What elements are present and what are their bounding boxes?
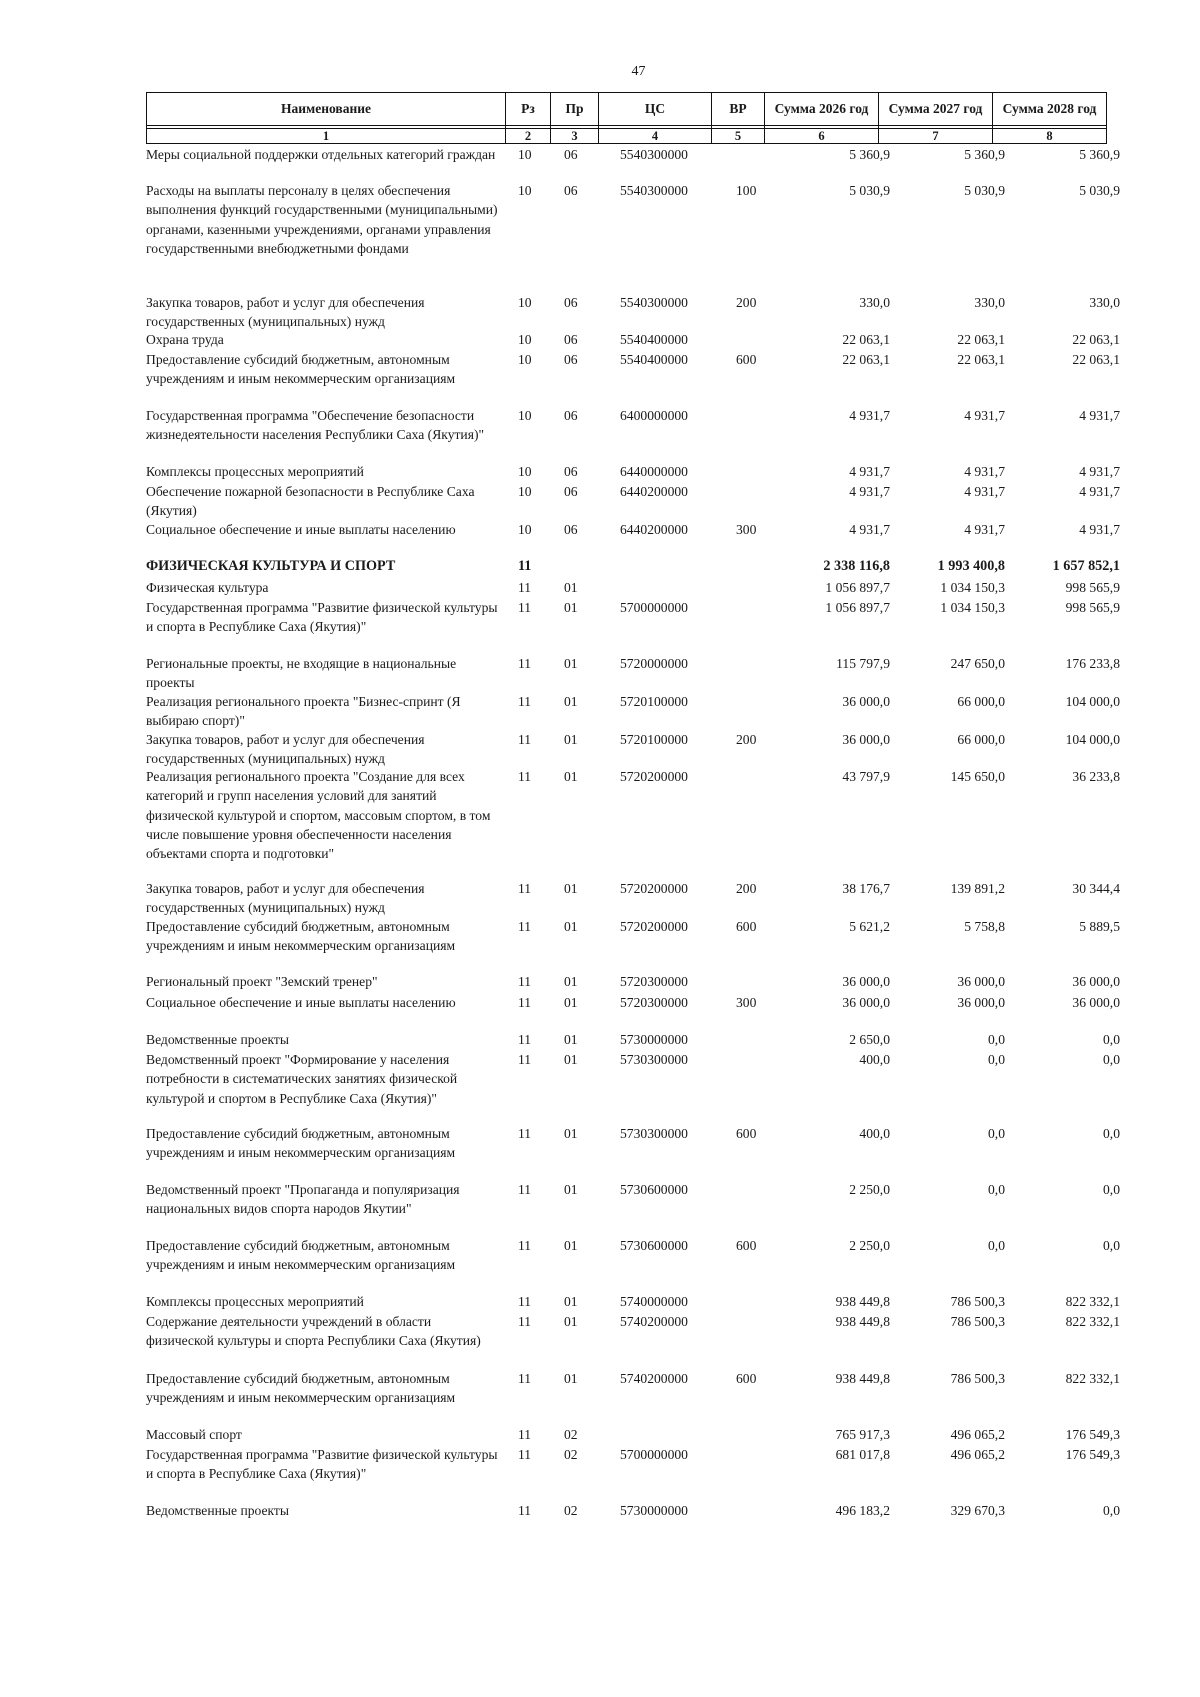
row-pr: 01	[564, 694, 578, 709]
row-pr: 02	[564, 1427, 578, 1442]
row-sum-2028: 22 063,1	[1072, 332, 1120, 347]
row-vr: 300	[736, 522, 757, 537]
row-rz: 11	[518, 1052, 532, 1067]
row-cs: 5730300000	[620, 1052, 688, 1067]
row-sum-2028: 330,0	[1089, 295, 1120, 310]
row-rz: 10	[518, 147, 532, 162]
row-rz: 11	[518, 732, 532, 747]
column-number: 5	[712, 129, 765, 144]
row-sum-2028: 0,0	[1103, 1503, 1120, 1518]
row-cs: 5730000000	[620, 1503, 688, 1518]
row-rz: 11	[518, 1032, 532, 1047]
row-cs: 5720200000	[620, 919, 688, 934]
row-sum-2026: 400,0	[859, 1052, 890, 1067]
column-number: 4	[599, 129, 712, 144]
row-pr: 06	[564, 295, 578, 310]
row-sum-2026: 681 017,8	[835, 1447, 890, 1462]
column-number: 7	[879, 129, 993, 144]
row-name: Охрана труда	[146, 332, 224, 347]
row-sum-2028: 176 233,8	[1065, 656, 1120, 671]
row-name: Комплексы процессных мероприятий	[146, 1294, 364, 1309]
row-sum-2026: 4 931,7	[849, 464, 890, 479]
row-name: Ведомственный проект "Формирование у населения потребности в систематических занятиях физической культурой и спортом в Республике Саха (Якутия)"	[146, 1052, 458, 1106]
row-sum-2027: 36 000,0	[957, 974, 1005, 989]
row-sum-2026: 36 000,0	[842, 694, 890, 709]
row-pr: 06	[564, 332, 578, 347]
row-pr: 01	[564, 769, 578, 784]
row-name: Предоставление субсидий бюджетным, автономным учреждениям и иным некоммерческим организациям	[146, 1126, 456, 1161]
row-name: Расходы на выплаты персоналу в целях обеспечения выполнения функций государственными (муниципальными) органами, казенными учреждениями, органами управления государственными внебюджетными фондами	[146, 183, 498, 256]
row-sum-2028: 104 000,0	[1065, 732, 1120, 747]
row-pr: 06	[564, 183, 578, 198]
row-pr: 01	[564, 732, 578, 747]
row-name: Региональный проект "Земский тренер"	[146, 974, 378, 989]
row-name: Предоставление субсидий бюджетным, автономным учреждениям и иным некоммерческим организациям	[146, 919, 456, 954]
row-sum-2027: 4 931,7	[964, 484, 1005, 499]
row-vr: 300	[736, 995, 757, 1010]
row-sum-2028: 36 000,0	[1072, 974, 1120, 989]
row-pr: 01	[564, 656, 578, 671]
row-cs: 5720200000	[620, 769, 688, 784]
row-name: Реализация регионального проекта "Создание для всех категорий и групп населения условий для занятий физической культурой и спортом, массовым спортом, в том числе повышение уровня обеспеченности населения объектами спорта и подготовки"	[146, 769, 491, 862]
row-rz: 11	[518, 1126, 532, 1141]
row-sum-2026: 938 449,8	[835, 1314, 890, 1329]
row-sum-2026: 36 000,0	[842, 995, 890, 1010]
row-cs: 5720100000	[620, 732, 688, 747]
row-sum-2028: 0,0	[1103, 1126, 1120, 1141]
row-rz: 10	[518, 522, 532, 537]
row-rz: 10	[518, 352, 532, 367]
row-sum-2028: 104 000,0	[1065, 694, 1120, 709]
row-sum-2027: 786 500,3	[950, 1371, 1005, 1386]
column-number: 1	[147, 129, 506, 144]
row-sum-2027: 5 758,8	[964, 919, 1005, 934]
row-rz: 11	[518, 1427, 532, 1442]
row-rz: 11	[518, 919, 532, 934]
row-pr: 06	[564, 147, 578, 162]
row-pr: 01	[564, 881, 578, 896]
row-vr: 600	[736, 919, 757, 934]
row-name: Государственная программа "Развитие физической культуры и спорта в Республике Саха (Якутия)"	[146, 600, 498, 635]
row-sum-2028: 36 233,8	[1072, 769, 1120, 784]
header-rz: Рз	[506, 93, 551, 126]
row-sum-2027: 66 000,0	[957, 694, 1005, 709]
row-sum-2027: 247 650,0	[950, 656, 1005, 671]
row-sum-2027: 1 034 150,3	[940, 600, 1005, 615]
row-sum-2026: 36 000,0	[842, 974, 890, 989]
page-number: 47	[631, 64, 646, 79]
row-rz: 11	[518, 1314, 532, 1329]
row-sum-2028: 822 332,1	[1065, 1294, 1120, 1309]
row-name: Ведомственный проект "Пропаганда и популяризация национальных видов спорта народов Якутии"	[146, 1182, 460, 1217]
row-sum-2027: 0,0	[988, 1052, 1005, 1067]
row-sum-2028: 176 549,3	[1065, 1447, 1120, 1462]
row-name: Региональные проекты, не входящие в национальные проекты	[146, 656, 457, 691]
row-pr: 06	[564, 522, 578, 537]
row-name: Физическая культура	[146, 580, 269, 595]
row-cs: 6400000000	[620, 408, 688, 423]
row-sum-2026: 2 650,0	[849, 1032, 890, 1047]
row-sum-2027: 22 063,1	[957, 352, 1005, 367]
row-sum-2026: 43 797,9	[842, 769, 890, 784]
row-rz: 11	[518, 995, 532, 1010]
row-cs: 5730600000	[620, 1238, 688, 1253]
row-rz: 10	[518, 183, 532, 198]
row-sum-2026: 5 621,2	[849, 919, 890, 934]
row-vr: 200	[736, 732, 757, 747]
row-vr: 600	[736, 352, 757, 367]
row-sum-2028: 36 000,0	[1072, 995, 1120, 1010]
row-cs: 6440000000	[620, 464, 688, 479]
row-pr: 01	[564, 1314, 578, 1329]
row-cs: 5720100000	[620, 694, 688, 709]
row-sum-2027: 0,0	[988, 1126, 1005, 1141]
row-rz: 11	[518, 656, 532, 671]
row-sum-2028: 5 889,5	[1079, 919, 1120, 934]
row-sum-2027: 1 034 150,3	[940, 580, 1005, 595]
row-sum-2028: 4 931,7	[1079, 522, 1120, 537]
row-cs: 5730300000	[620, 1126, 688, 1141]
row-cs: 5700000000	[620, 600, 688, 615]
column-number: 2	[506, 129, 551, 144]
row-sum-2027: 0,0	[988, 1238, 1005, 1253]
row-name: Закупка товаров, работ и услуг для обеспечения государственных (муниципальных) нужд	[146, 295, 425, 330]
row-cs: 5740000000	[620, 1294, 688, 1309]
row-sum-2028: 0,0	[1103, 1032, 1120, 1047]
row-sum-2028: 1 657 852,1	[1052, 558, 1120, 574]
row-sum-2027: 786 500,3	[950, 1314, 1005, 1329]
row-cs: 6440200000	[620, 522, 688, 537]
row-pr: 01	[564, 1182, 578, 1197]
row-name: ФИЗИЧЕСКАЯ КУЛЬТУРА И СПОРТ	[146, 558, 396, 574]
row-cs: 5730000000	[620, 1032, 688, 1047]
row-name: Социальное обеспечение и иные выплаты населению	[146, 995, 456, 1010]
row-pr: 01	[564, 600, 578, 615]
row-sum-2026: 38 176,7	[842, 881, 890, 896]
row-cs: 5540300000	[620, 295, 688, 310]
row-sum-2028: 0,0	[1103, 1238, 1120, 1253]
row-sum-2026: 5 360,9	[849, 147, 890, 162]
row-name: Государственная программа "Обеспечение безопасности жизнедеятельности населения Республики Саха (Якутия)"	[146, 408, 485, 443]
column-number: 6	[765, 129, 879, 144]
row-pr: 01	[564, 919, 578, 934]
row-pr: 01	[564, 1126, 578, 1141]
row-sum-2027: 496 065,2	[950, 1447, 1005, 1462]
row-pr: 06	[564, 464, 578, 479]
row-cs: 5700000000	[620, 1447, 688, 1462]
row-rz: 11	[518, 881, 532, 896]
column-number: 8	[993, 129, 1107, 144]
row-pr: 06	[564, 484, 578, 499]
header-cs: ЦС	[599, 93, 712, 126]
row-sum-2028: 176 549,3	[1065, 1427, 1120, 1442]
row-cs: 5540400000	[620, 352, 688, 367]
row-sum-2027: 4 931,7	[964, 408, 1005, 423]
row-rz: 11	[518, 558, 532, 574]
row-rz: 11	[518, 1447, 532, 1462]
row-sum-2027: 5 360,9	[964, 147, 1005, 162]
row-rz: 11	[518, 1182, 532, 1197]
row-sum-2027: 1 993 400,8	[937, 558, 1005, 574]
row-sum-2026: 330,0	[859, 295, 890, 310]
row-rz: 10	[518, 408, 532, 423]
row-name: Массовый спорт	[146, 1427, 242, 1442]
row-sum-2028: 0,0	[1103, 1052, 1120, 1067]
header-pr: Пр	[551, 93, 599, 126]
row-sum-2026: 22 063,1	[842, 352, 890, 367]
row-sum-2028: 4 931,7	[1079, 408, 1120, 423]
row-cs: 6440200000	[620, 484, 688, 499]
row-sum-2026: 4 931,7	[849, 484, 890, 499]
row-name: Предоставление субсидий бюджетным, автономным учреждениям и иным некоммерческим организациям	[146, 1238, 456, 1273]
row-sum-2026: 400,0	[859, 1126, 890, 1141]
row-cs: 5720000000	[620, 656, 688, 671]
row-sum-2028: 4 931,7	[1079, 484, 1120, 499]
row-rz: 10	[518, 484, 532, 499]
row-pr: 01	[564, 1238, 578, 1253]
row-cs: 5720200000	[620, 881, 688, 896]
row-rz: 11	[518, 974, 532, 989]
row-sum-2026: 496 183,2	[835, 1503, 890, 1518]
row-name: Обеспечение пожарной безопасности в Республике Саха (Якутия)	[146, 484, 475, 519]
row-sum-2027: 4 931,7	[964, 522, 1005, 537]
row-sum-2026: 1 056 897,7	[825, 580, 890, 595]
row-name: Содержание деятельности учреждений в области физической культуры и спорта Республики Саха (Якутия)	[146, 1314, 481, 1349]
row-sum-2027: 36 000,0	[957, 995, 1005, 1010]
row-pr: 06	[564, 352, 578, 367]
row-pr: 01	[564, 995, 578, 1010]
row-rz: 10	[518, 332, 532, 347]
row-sum-2026: 2 250,0	[849, 1182, 890, 1197]
row-sum-2027: 330,0	[974, 295, 1005, 310]
row-sum-2027: 22 063,1	[957, 332, 1005, 347]
row-sum-2026: 765 917,3	[835, 1427, 890, 1442]
row-sum-2028: 5 030,9	[1079, 183, 1120, 198]
row-vr: 100	[736, 183, 757, 198]
row-vr: 600	[736, 1238, 757, 1253]
header-name: Наименование	[147, 93, 506, 126]
row-name: Закупка товаров, работ и услуг для обеспечения государственных (муниципальных) нужд	[146, 732, 425, 767]
row-pr: 06	[564, 408, 578, 423]
row-sum-2028: 22 063,1	[1072, 352, 1120, 367]
row-cs: 5740200000	[620, 1371, 688, 1386]
row-cs: 5540400000	[620, 332, 688, 347]
row-pr: 01	[564, 1032, 578, 1047]
row-rz: 11	[518, 694, 532, 709]
row-sum-2026: 1 056 897,7	[825, 600, 890, 615]
row-name: Закупка товаров, работ и услуг для обеспечения государственных (муниципальных) нужд	[146, 881, 425, 916]
row-sum-2026: 4 931,7	[849, 522, 890, 537]
row-rz: 11	[518, 1503, 532, 1518]
column-number: 3	[551, 129, 599, 144]
row-sum-2027: 139 891,2	[950, 881, 1005, 896]
row-name: Ведомственные проекты	[146, 1032, 290, 1047]
row-name: Предоставление субсидий бюджетным, автономным учреждениям и иным некоммерческим организациям	[146, 352, 456, 387]
row-sum-2026: 2 250,0	[849, 1238, 890, 1253]
row-sum-2028: 822 332,1	[1065, 1371, 1120, 1386]
row-sum-2028: 0,0	[1103, 1182, 1120, 1197]
row-pr: 02	[564, 1503, 578, 1518]
row-name: Комплексы процессных мероприятий	[146, 464, 364, 479]
row-name: Государственная программа "Развитие физической культуры и спорта в Республике Саха (Якутия)"	[146, 1447, 498, 1482]
row-rz: 11	[518, 600, 532, 615]
row-sum-2028: 998 565,9	[1065, 600, 1120, 615]
row-sum-2026: 4 931,7	[849, 408, 890, 423]
row-cs: 5540300000	[620, 183, 688, 198]
row-vr: 600	[736, 1126, 757, 1141]
row-name: Предоставление субсидий бюджетным, автономным учреждениям и иным некоммерческим организациям	[146, 1371, 456, 1406]
row-vr: 600	[736, 1371, 757, 1386]
row-sum-2028: 998 565,9	[1065, 580, 1120, 595]
row-sum-2027: 4 931,7	[964, 464, 1005, 479]
row-sum-2026: 22 063,1	[842, 332, 890, 347]
header-sum-2027: Сумма 2027 год	[879, 93, 993, 126]
row-rz: 11	[518, 1294, 532, 1309]
row-rz: 10	[518, 464, 532, 479]
row-name: Социальное обеспечение и иные выплаты населению	[146, 522, 456, 537]
row-vr: 200	[736, 295, 757, 310]
row-sum-2027: 496 065,2	[950, 1427, 1005, 1442]
row-sum-2026: 938 449,8	[835, 1371, 890, 1386]
row-sum-2027: 66 000,0	[957, 732, 1005, 747]
row-rz: 11	[518, 1371, 532, 1386]
row-pr: 01	[564, 974, 578, 989]
row-pr: 01	[564, 1371, 578, 1386]
row-name: Меры социальной поддержки отдельных категорий граждан	[146, 147, 496, 162]
row-sum-2027: 0,0	[988, 1182, 1005, 1197]
row-sum-2026: 938 449,8	[835, 1294, 890, 1309]
row-cs: 5720300000	[620, 974, 688, 989]
row-pr: 01	[564, 580, 578, 595]
row-sum-2027: 5 030,9	[964, 183, 1005, 198]
row-cs: 5730600000	[620, 1182, 688, 1197]
row-name: Реализация регионального проекта "Бизнес-спринт (Я выбираю спорт)"	[146, 694, 461, 729]
row-sum-2026: 2 338 116,8	[823, 558, 890, 574]
row-sum-2028: 4 931,7	[1079, 464, 1120, 479]
row-sum-2027: 786 500,3	[950, 1294, 1005, 1309]
row-sum-2028: 822 332,1	[1065, 1314, 1120, 1329]
row-sum-2026: 36 000,0	[842, 732, 890, 747]
row-sum-2027: 329 670,3	[950, 1503, 1005, 1518]
row-cs: 5540300000	[620, 147, 688, 162]
row-sum-2027: 145 650,0	[950, 769, 1005, 784]
header-sum-2026: Сумма 2026 год	[765, 93, 879, 126]
row-vr: 200	[736, 881, 757, 896]
row-rz: 11	[518, 580, 532, 595]
header-vr: ВР	[712, 93, 765, 126]
row-sum-2026: 5 030,9	[849, 183, 890, 198]
row-pr: 01	[564, 1052, 578, 1067]
row-name: Ведомственные проекты	[146, 1503, 290, 1518]
row-rz: 10	[518, 295, 532, 310]
row-sum-2028: 5 360,9	[1079, 147, 1120, 162]
row-sum-2027: 0,0	[988, 1032, 1005, 1047]
row-sum-2026: 115 797,9	[836, 656, 890, 671]
row-pr: 01	[564, 1294, 578, 1309]
row-cs: 5720300000	[620, 995, 688, 1010]
row-rz: 11	[518, 1238, 532, 1253]
row-pr: 02	[564, 1447, 578, 1462]
row-sum-2028: 30 344,4	[1072, 881, 1120, 896]
header-sum-2028: Сумма 2028 год	[993, 93, 1107, 126]
row-cs: 5740200000	[620, 1314, 688, 1329]
row-rz: 11	[518, 769, 532, 784]
